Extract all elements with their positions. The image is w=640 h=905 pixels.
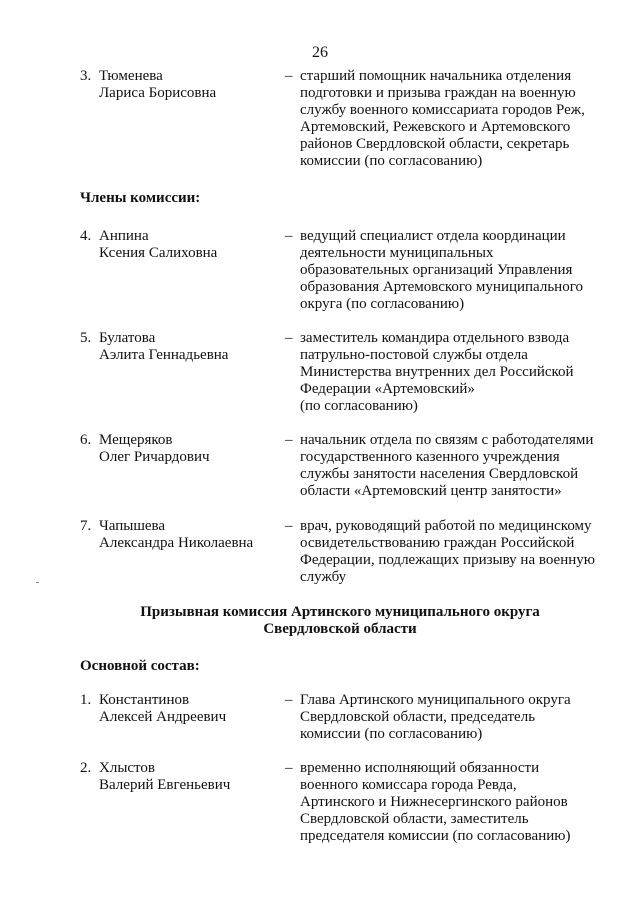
description-line: ведущий специалист отдела координации <box>300 228 566 244</box>
person-name <box>99 330 279 364</box>
person-name <box>99 432 279 466</box>
description-line: Свердловской области, заместитель <box>300 811 529 827</box>
description-line: образования Артемовского муниципального <box>300 279 583 295</box>
given-names: Валерий Евгеньевич <box>99 777 231 793</box>
item-number: 7. <box>80 518 92 534</box>
person-name <box>99 68 279 102</box>
item-number: 1. <box>80 692 92 708</box>
person-name <box>99 228 279 262</box>
dash: – <box>285 518 293 534</box>
description-line: Федерации «Артемовский» <box>300 381 475 397</box>
given-names: Аэлита Геннадьевна <box>99 347 229 363</box>
item-number: 4. <box>80 228 92 244</box>
description-line: патрульно-постовой службы отдела <box>300 347 528 363</box>
position-description <box>300 432 612 500</box>
position-description <box>300 692 612 743</box>
given-names: Ксения Салиховна <box>99 245 218 261</box>
person-name <box>99 760 279 794</box>
surname: Чапышева <box>99 518 166 534</box>
dash: – <box>285 330 293 346</box>
description-line: подготовки и призыва граждан на военную <box>300 85 576 101</box>
given-names: Олег Ричардович <box>99 449 210 465</box>
item-number: 2. <box>80 760 92 776</box>
description-line: временно исполняющий обязанности <box>300 760 540 776</box>
given-names: Алексей Андреевич <box>99 709 227 725</box>
description-line: старший помощник начальника отделения <box>300 68 572 84</box>
dash: – <box>285 432 293 448</box>
description-line: комиссии (по согласованию) <box>300 726 483 742</box>
position-description <box>300 228 612 313</box>
description-line: Артинского и Нижнесергинского районов <box>300 794 568 810</box>
commission-title-line: Призывная комиссия Артинского муниципального округа <box>140 604 540 620</box>
description-line: начальник отдела по связям с работодателями <box>300 432 594 448</box>
description-line: области «Артемовский центр занятости» <box>300 483 562 499</box>
person-name <box>99 692 279 726</box>
description-line: службу военного комиссариата городов Реж, <box>300 102 585 118</box>
item-number: 5. <box>80 330 92 346</box>
position-description <box>300 330 612 415</box>
description-line: службы занятости населения Свердловской <box>300 466 579 482</box>
description-line: военного комиссара города Ревда, <box>300 777 517 793</box>
surname: Мещеряков <box>99 432 173 448</box>
main-composition-heading: Основной состав: <box>80 658 200 674</box>
item-number: 3. <box>80 68 92 84</box>
description-line: заместитель командира отдельного взвода <box>300 330 570 346</box>
description-line: Глава Артинского муниципального округа <box>300 692 571 708</box>
dash: – <box>285 760 293 776</box>
surname: Анпина <box>99 228 149 244</box>
surname: Хлыстов <box>99 760 155 776</box>
position-description <box>300 518 612 586</box>
description-line: (по согласованию) <box>300 398 418 414</box>
description-line: освидетельствованию граждан Российской <box>300 535 575 551</box>
description-line: председателя комиссии (по согласованию) <box>300 828 571 844</box>
description-line: районов Свердловской области, секретарь <box>300 136 570 152</box>
commission-title-line: Свердловской области <box>263 621 417 637</box>
given-names: Александра Николаевна <box>99 535 254 551</box>
description-line: Федерации, подлежащих призыву на военную <box>300 552 595 568</box>
description-line: службу <box>300 569 347 585</box>
description-line: образовательных организаций Управления <box>300 262 573 278</box>
dash: – <box>285 68 293 84</box>
description-line: комиссии (по согласованию) <box>300 153 483 169</box>
page-number: 26 <box>312 44 328 61</box>
members-heading: Члены комиссии: <box>80 190 201 206</box>
surname: Константинов <box>99 692 190 708</box>
description-line: деятельности муниципальных <box>300 245 494 261</box>
given-names: Лариса Борисовна <box>99 85 217 101</box>
description-line: врач, руководящий работой по медицинскому <box>300 518 592 534</box>
position-description <box>300 760 612 845</box>
description-line: государственного казенного учреждения <box>300 449 560 465</box>
position-description <box>300 68 612 170</box>
description-line: Артемовский, Режевского и Артемовского <box>300 119 571 135</box>
dash: – <box>285 692 293 708</box>
dash: – <box>285 228 293 244</box>
commission-title <box>0 604 640 638</box>
surname: Булатова <box>99 330 156 346</box>
description-line: Министерства внутренних дел Российской <box>300 364 574 380</box>
person-name <box>99 518 279 552</box>
description-line: округа (по согласованию) <box>300 296 465 312</box>
description-line: Свердловской области, председатель <box>300 709 536 725</box>
margin-mark <box>36 582 39 583</box>
surname: Тюменева <box>99 68 163 84</box>
item-number: 6. <box>80 432 92 448</box>
